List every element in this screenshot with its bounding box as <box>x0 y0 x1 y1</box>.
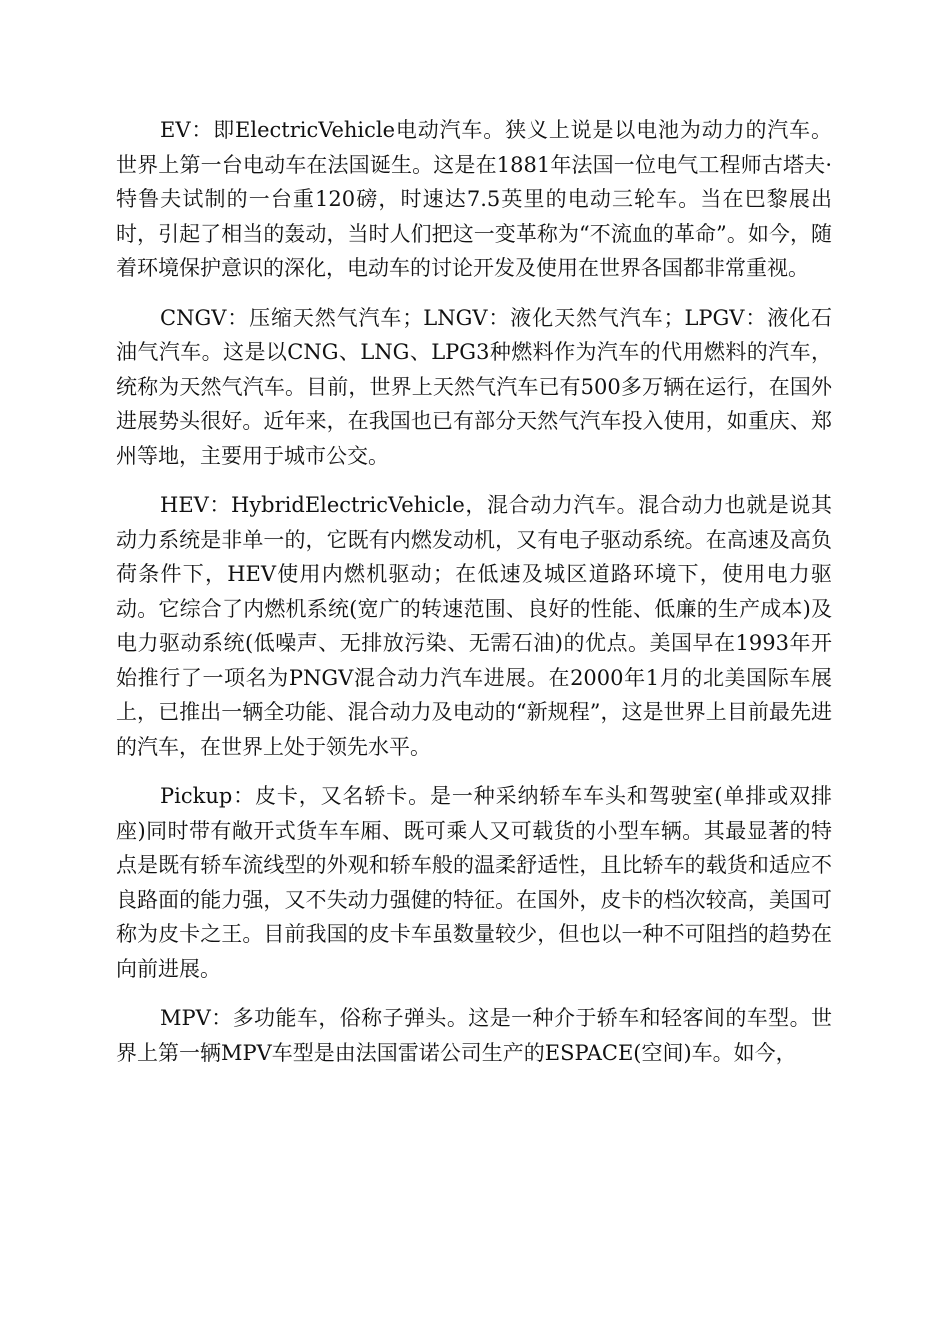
paragraph-mpv: MPV：多功能车，俗称子弹头。这是一种介于轿车和轻客间的车型。世界上第一辆MPV车型是由法国雷诺公司生产的ESPACE(空间)车。如今， <box>116 1006 832 1065</box>
paragraph-ev: EV：即ElectricVehicle电动汽车。狭义上说是以电池为动力的汽车。世界上第一台电动车在法国诞生。这是在1881年法国一位电气工程师古塔夫·特鲁夫试制的一台重120磅，时速达7.5英里的电动三轮车。当在巴黎展出时，引起了相当的轰动，当时人们把这一变革称为“不流血的革命”。如今，随着环境保护意识的深化，电动车的讨论开发及使用在世界各国都非常重视。 <box>116 118 832 280</box>
document-body <box>116 113 832 1085</box>
paragraph-pickup: Pickup：皮卡，又名轿卡。是一种采纳轿车车头和驾驶室(单排或双排座)同时带有敞开式货车车厢、既可乘人又可载货的小型车辆。其最显著的特点是既有轿车流线型的外观和轿车般的温柔舒适性，且比轿车的载货和适应不良路面的能力强，又不失动力强健的特征。在国外，皮卡的档次较高，美国可称为皮卡之王。目前我国的皮卡车虽数量较少，但也以一种不可阻挡的趋势在向前进展。 <box>116 784 832 981</box>
paragraph-hev: HEV：HybridElectricVehicle，混合动力汽车。混合动力也就是说其动力系统是非单一的，它既有内燃发动机，又有电子驱动系统。在高速及高负荷条件下，HEV使用内燃机驱动；在低速及城区道路环境下，使用电力驱动。它综合了内燃机系统(宽广的转速范围、良好的性能、低廉的生产成本)及电力驱动系统(低噪声、无排放污染、无需石油)的优点。美国早在1993年开始推行了一项名为PNGV混合动力汽车进展。在2000年1月的北美国际车展上，已推出一辆全功能、混合动力及电动的“新规程”，这是世界上目前最先进的汽车，在世界上处于领先水平。 <box>116 493 832 759</box>
paragraph-cngv: CNGV：压缩天然气汽车；LNGV：液化天然气汽车；LPGV：液化石油气汽车。这是以CNG、LNG、LPG3种燃料作为汽车的代用燃料的汽车，统称为天然气汽车。目前，世界上天然气汽车已有500多万辆在运行，在国外进展势头很好。近年来，在我国也已有部分天然气汽车投入使用，如重庆、郑州等地，主要用于城市公交。 <box>116 305 832 468</box>
